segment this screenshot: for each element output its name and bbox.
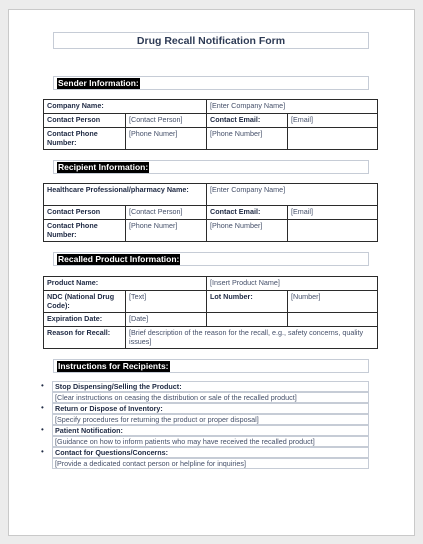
empty-cell[interactable] (207, 313, 288, 327)
list-item (39, 403, 369, 425)
list-item (39, 381, 369, 403)
instructions-list (39, 381, 369, 469)
list-item (39, 447, 369, 469)
list-item (39, 425, 369, 447)
reason-input[interactable]: [Brief description of the reason for the recall, e.g., safety concerns, quality issues] (126, 327, 378, 349)
contact-phone-input-2[interactable]: [Phone Number] (207, 128, 288, 150)
product-table (43, 276, 378, 349)
instruction-desc[interactable]: [Specify procedures for returning the product or proper disposal] (52, 414, 369, 425)
company-label: Company Name: (44, 100, 207, 114)
instructions-heading-field (53, 359, 369, 373)
contact-person-label: Contact Person (44, 114, 126, 128)
instruction-title[interactable]: Return or Dispose of Inventory: (52, 403, 369, 414)
contact-email-input[interactable]: [Email] (288, 114, 378, 128)
recipient-table (43, 183, 378, 242)
empty-cell[interactable] (288, 128, 378, 150)
contact-person-input[interactable]: [Contact Person] (126, 206, 207, 220)
reason-label: Reason for Recall: (44, 327, 126, 349)
contact-email-input[interactable]: [Email] (288, 206, 378, 220)
product-name-label: Product Name: (44, 277, 207, 291)
recipient-heading: Recipient Information: (58, 162, 149, 172)
contact-phone-label: Contact Phone Number: (44, 220, 126, 242)
contact-phone-input[interactable]: [Phone Numer] (126, 220, 207, 242)
contact-person-input[interactable]: [Contact Person] (126, 114, 207, 128)
hp-name-label: Healthcare Professional/pharmacy Name: (44, 184, 207, 206)
contact-phone-label: Contact Phone Number: (44, 128, 126, 150)
instruction-desc[interactable]: [Clear instructions on ceasing the distribution or sale of the recalled product] (52, 392, 369, 403)
bullet-icon: • (41, 403, 44, 412)
contact-email-label: Contact Email: (207, 206, 288, 220)
contact-phone-input-2[interactable]: [Phone Number] (207, 220, 288, 242)
ndc-label: NDC (National Drug Code): (44, 291, 126, 313)
ndc-input[interactable]: [Text] (126, 291, 207, 313)
instructions-heading: Instructions for Recipients: (58, 361, 169, 371)
instruction-title[interactable]: Patient Notification: (52, 425, 369, 436)
instruction-desc[interactable]: [Guidance on how to inform patients who may have received the recalled product] (52, 436, 369, 447)
product-heading-field (53, 252, 369, 266)
contact-email-label: Contact Email: (207, 114, 288, 128)
instruction-desc[interactable]: [Provide a dedicated contact person or helpline for inquiries] (52, 458, 369, 469)
hp-name-input[interactable]: [Enter Company Name] (207, 184, 378, 206)
sender-heading-field (53, 76, 369, 90)
expiration-label: Expiration Date: (44, 313, 126, 327)
bullet-icon: • (41, 425, 44, 434)
empty-cell[interactable] (288, 220, 378, 242)
instruction-title[interactable]: Contact for Questions/Concerns: (52, 447, 369, 458)
contact-person-label: Contact Person (44, 206, 126, 220)
page-title: Drug Recall Notification Form (136, 35, 286, 47)
empty-cell[interactable] (288, 313, 378, 327)
contact-phone-input[interactable]: [Phone Numer] (126, 128, 207, 150)
expiration-input[interactable]: [Date] (126, 313, 207, 327)
document-page (8, 9, 415, 536)
bullet-icon: • (41, 381, 44, 390)
recipient-heading-field (53, 160, 369, 174)
product-name-input[interactable]: [Insert Product Name] (207, 277, 378, 291)
lot-number-input[interactable]: [Number] (288, 291, 378, 313)
sender-table (43, 99, 378, 150)
company-input[interactable]: [Enter Company Name] (207, 100, 378, 114)
sender-heading: Sender Information: (58, 78, 139, 88)
product-heading: Recalled Product Information: (58, 254, 180, 264)
instruction-title[interactable]: Stop Dispensing/Selling the Product: (52, 381, 369, 392)
bullet-icon: • (41, 447, 44, 456)
lot-number-label: Lot Number: (207, 291, 288, 313)
title-field[interactable] (53, 32, 369, 49)
